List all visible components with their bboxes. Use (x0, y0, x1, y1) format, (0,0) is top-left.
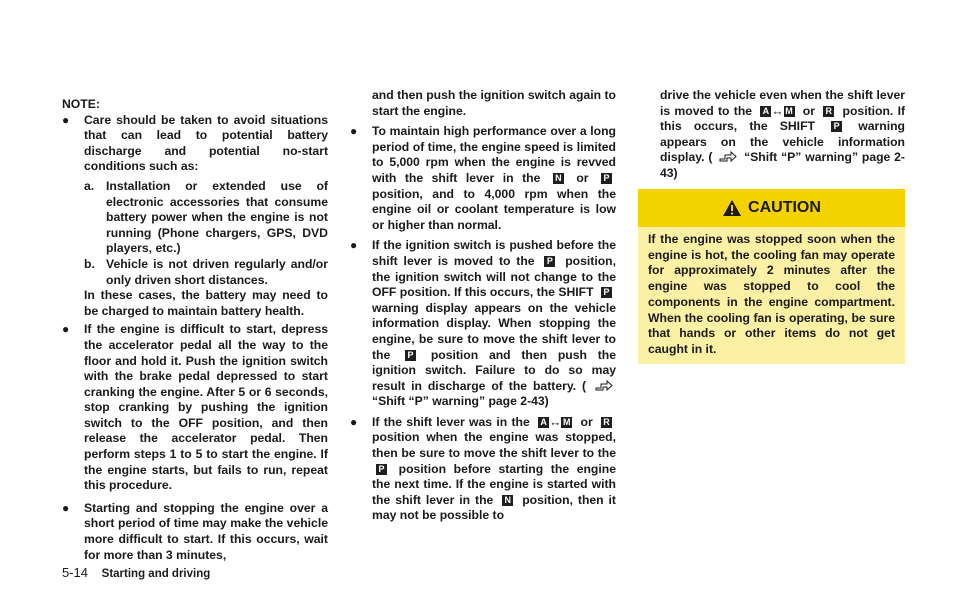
sub-item-label: a. (84, 178, 95, 193)
bullet-text: If the ignition switch is pushed before the shift lever is moved to the (372, 238, 616, 268)
key-m-badge: M (785, 105, 793, 116)
sub-item-a (84, 179, 328, 257)
bullet-text: position before starting the engine the next time. If the engine is started with the shift lever in the (372, 461, 616, 507)
bullet-text: Starting and stopping the engine over a short period of time may make the vehicle more difficult to start. If this occurs, wait for more than 3 minutes, (84, 500, 328, 562)
page-reference-link: “Shift “P” warning” page 2-43) (372, 394, 549, 409)
bullet-dot: ● (350, 124, 358, 139)
bullet-text: position when the engine was stopped, then be sure to move the shift lever to the (372, 430, 616, 461)
sub-item-text: Vehicle is not driven regularly and/or only driven short distances. (106, 256, 328, 287)
arrow-symbol: ↔ (549, 414, 562, 429)
body-text: warning appears on the vehicle information display. ( (660, 119, 905, 165)
caution-header (638, 189, 905, 227)
key-p-badge: P (376, 464, 387, 475)
key-p-badge: P (831, 121, 842, 132)
key-r-badge: R (601, 417, 612, 428)
bullet-text: position and then push the ignition switch. Failure to do so may result in discharge of the battery. ( (372, 347, 617, 393)
or-text: or (802, 103, 815, 118)
bullet-dot: ● (62, 322, 70, 337)
caution-body: If the engine was stopped soon when the engine is hot, the cooling fan may operate for approximately 2 minutes after the engine was stopped to cool the components in the engine compartment. When the cooling fan is operating, be sure that hands or other items do not get caught in it. (648, 232, 895, 356)
bullet-dot: ● (62, 500, 70, 515)
bullet-text: position, then it may not be possible to (372, 492, 616, 523)
bullet-text: Care should be taken to avoid situations that can lead to potential battery discharge and potential no-start conditions such as: (84, 112, 328, 174)
bullet-rpm-limit (350, 124, 616, 233)
key-r-badge: R (823, 106, 834, 117)
column-2 (350, 88, 616, 524)
key-m-badge: M (563, 416, 571, 427)
page-number: 5-14 (62, 565, 89, 580)
bullet-dot: ● (350, 414, 358, 429)
continued-text: and then push the ignition switch again to start the engine. (372, 88, 616, 118)
battery-health-note: In these cases, the battery may need to be charged to maintain battery health. (84, 288, 328, 318)
bullet-text: position, and to 4,000 rpm when the engine oil or coolant temperature is low or higher than normal. (372, 186, 616, 232)
warning-triangle-icon (722, 199, 742, 217)
key-p-badge: P (601, 287, 612, 298)
bullet-dot: ● (350, 238, 358, 253)
bullet-dot: ● (62, 112, 70, 127)
caution-box (638, 189, 905, 364)
sub-item-b (84, 257, 328, 288)
or-text: or (580, 414, 593, 429)
bullet-shift-lever-a-m (350, 415, 616, 524)
page-reference-icon (594, 379, 614, 392)
or-text: or (576, 170, 589, 185)
bullet-ignition-before-park (350, 238, 616, 410)
bullet-text: warning display appears on the vehicle information display. When stopping the engine, be sure to move the shift lever to the (372, 300, 616, 362)
continued-text (638, 88, 905, 182)
caution-title: CAUTION (748, 199, 821, 216)
key-n-badge: N (502, 495, 513, 506)
bullet-difficult-start (62, 322, 328, 494)
key-p-badge: P (405, 350, 416, 361)
bullet-battery-discharge (62, 113, 328, 320)
bullet-start-stop (62, 501, 328, 563)
sub-item-text: Installation or extended use of electronic accessories that consume battery power when the engine is not running (Phone chargers, GPS, DVD players, etc.) (106, 178, 328, 256)
section-title: Starting and driving (101, 568, 211, 580)
bullet-text: If the engine is difficult to start, depress the accelerator pedal all the way to the floor and hold it. Push the ignition switch with the brake pedal depressed to start cranking the engine. After 5 or 6 seconds, stop cranking by pushing the ignition switch to the OFF position, and then release the accelerator pedal. Then perform steps 1 to 5 to start the engine. If the engine starts, but fails to run, repeat this procedure. (84, 322, 328, 493)
page-reference-icon (718, 150, 738, 163)
bullet-text: position, the ignition switch will not change to the OFF position. If this occurs, the SHIFT (372, 253, 616, 300)
page-reference-link: “Shift “P” warning” page 2-43) (660, 150, 905, 180)
key-p-badge: P (544, 256, 555, 267)
column-3 (638, 88, 905, 182)
page-footer (62, 565, 210, 580)
key-n-badge: N (553, 173, 564, 184)
body-text: drive the vehicle even when the shift lever is moved to the (660, 88, 905, 118)
column-1 (62, 97, 328, 563)
bullet-text: To maintain high performance over a long period of time, the engine speed is limited to 5,000 rpm when the engine is revved with the shift lever in the (372, 124, 616, 185)
key-a-badge: A (760, 106, 771, 117)
sub-item-label: b. (84, 256, 95, 271)
note-title: NOTE: (62, 97, 100, 111)
key-p-badge: P (601, 173, 612, 184)
bullet-text: If the shift lever was in the (372, 414, 530, 429)
arrow-symbol: ↔ (771, 103, 784, 118)
body-text: position. If this occurs, the SHIFT (660, 103, 906, 134)
key-a-badge: A (538, 417, 549, 428)
